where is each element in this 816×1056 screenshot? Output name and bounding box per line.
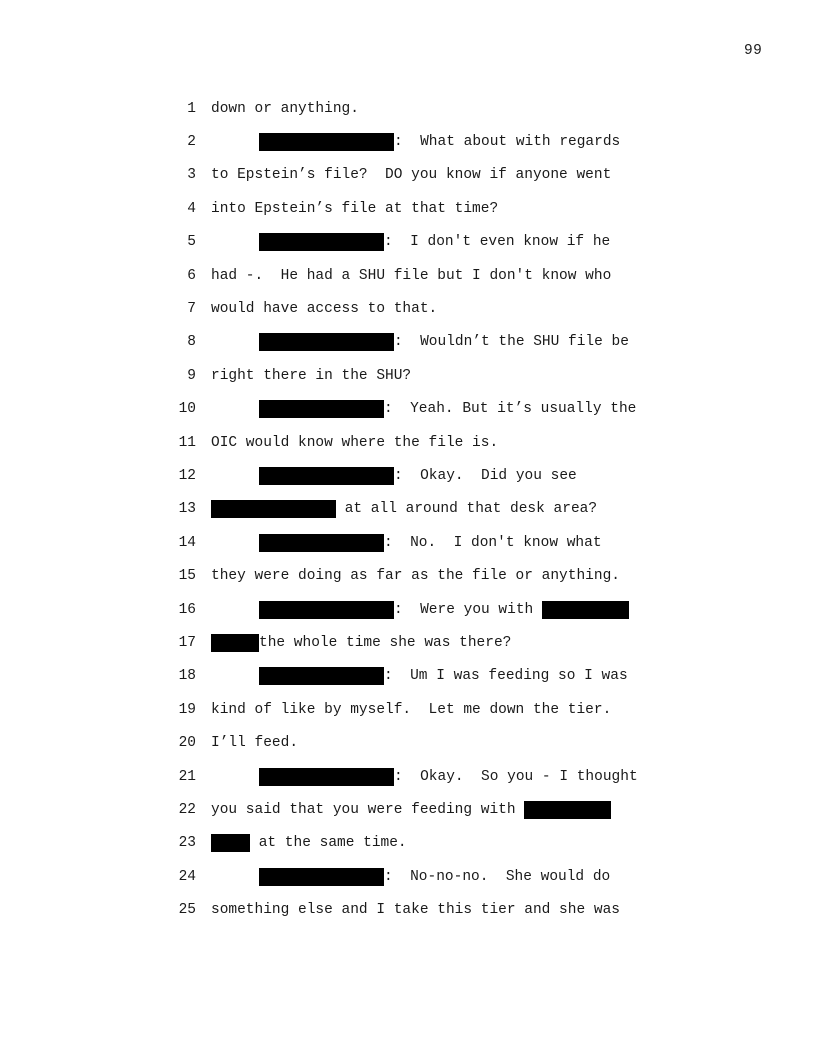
line-text-segment: at the same time. [250,835,407,852]
transcript-line [172,860,692,893]
transcript-line [172,292,692,325]
redaction-box [259,467,394,485]
transcript-line [172,626,692,659]
line-number: 18 [178,668,196,685]
redaction-box [211,834,250,852]
redaction-box [259,768,394,786]
line-text: into Epstein’s file at that time? [211,200,499,217]
page-number: 99 [744,43,763,59]
transcript-line [172,693,692,726]
line-text [211,400,636,418]
line-text [211,500,597,518]
line-text-segment: : I don't even know if he [384,234,611,251]
line-text [211,101,359,117]
redaction-box [259,868,384,886]
line-number: 17 [178,634,196,651]
transcript-line [172,125,692,158]
transcript-line [172,726,692,759]
line-text-segment: : Wouldn’t the SHU file be [394,334,629,351]
line-number: 22 [178,801,196,818]
line-number: 14 [178,534,196,551]
transcript-line [172,526,692,559]
line-number: 5 [187,234,196,251]
transcript-line [172,660,692,693]
redaction-box [259,233,384,251]
redaction-box [259,133,394,151]
line-text [211,534,602,552]
transcript-line [172,793,692,826]
line-text [211,801,611,819]
transcript-line [172,559,692,592]
line-text [211,333,629,351]
line-text [211,467,577,485]
line-text-segment: : No. I don't know what [384,534,602,551]
line-text [211,601,629,619]
transcript-body [172,92,692,927]
line-number: 3 [187,167,196,184]
line-number: 11 [178,434,196,451]
line-text-segment: at all around that desk area? [336,501,598,518]
transcript-line [172,326,692,359]
line-number: 1 [187,100,196,117]
redaction-box [542,601,629,619]
line-text [211,834,407,852]
line-number: 12 [178,467,196,484]
line-text-segment: : What about with regards [394,134,621,151]
transcript-line [172,893,692,926]
line-text [211,634,511,652]
line-text-segment: : No-no-no. She would do [384,868,611,885]
redaction-box [259,400,384,418]
line-number: 4 [187,200,196,217]
line-number: 13 [178,501,196,518]
transcript-line [172,426,692,459]
redaction-box [259,534,384,552]
line-text-segment: : Yeah. But it’s usually the [384,401,637,418]
line-text-segment: : Were you with [394,601,542,618]
redaction-box [259,667,384,685]
line-number: 25 [178,902,196,919]
redaction-box [211,634,259,652]
transcript-line [172,393,692,426]
line-number: 24 [178,868,196,885]
transcript-line [172,259,692,292]
line-number: 9 [187,367,196,384]
transcript-line [172,226,692,259]
line-text: would have access to that. [211,301,438,318]
line-text: to Epstein’s file? DO you know if anyone went [211,167,612,184]
transcript-line [172,593,692,626]
transcript-line [172,827,692,860]
line-text-segment: you said that you were feeding with [211,801,525,818]
line-text [211,768,638,786]
transcript-line [172,192,692,225]
line-text [211,868,610,886]
line-text: I’ll feed. [211,735,299,752]
redaction-box [524,801,611,819]
line-number: 23 [178,835,196,852]
transcript-line [172,92,692,125]
line-number: 2 [187,134,196,151]
line-number: 7 [187,301,196,318]
transcript-line [172,760,692,793]
line-number: 21 [178,768,196,785]
redaction-box [259,333,394,351]
line-number: 8 [187,334,196,351]
line-text: right there in the SHU? [211,367,412,384]
line-text: had -. He had a SHU file but I don't know who [211,267,612,284]
line-text [211,233,610,251]
line-text-segment: : Okay. Did you see [394,467,577,484]
line-number: 16 [178,601,196,618]
line-text: kind of like by myself. Let me down the tier. [211,701,612,718]
line-number: 10 [178,401,196,418]
line-number: 19 [178,701,196,718]
line-text-segment: the whole time she was there? [259,634,512,651]
transcript-line [172,159,692,192]
line-text: they were doing as far as the file or anything. [211,568,620,585]
redaction-box [211,500,336,518]
line-text [211,667,628,685]
redaction-box [259,601,394,619]
transcript-line [172,493,692,526]
line-text-segment: : Um I was feeding so I was [384,668,628,685]
line-text-segment: down or anything. [211,100,359,117]
line-number: 20 [178,735,196,752]
line-text [211,133,620,151]
line-text: something else and I take this tier and she was [211,902,620,919]
line-text: OIC would know where the file is. [211,434,499,451]
line-text-segment: : Okay. So you - I thought [394,768,638,785]
transcript-line [172,359,692,392]
transcript-line [172,459,692,492]
line-number: 6 [187,267,196,284]
line-number: 15 [178,568,196,585]
